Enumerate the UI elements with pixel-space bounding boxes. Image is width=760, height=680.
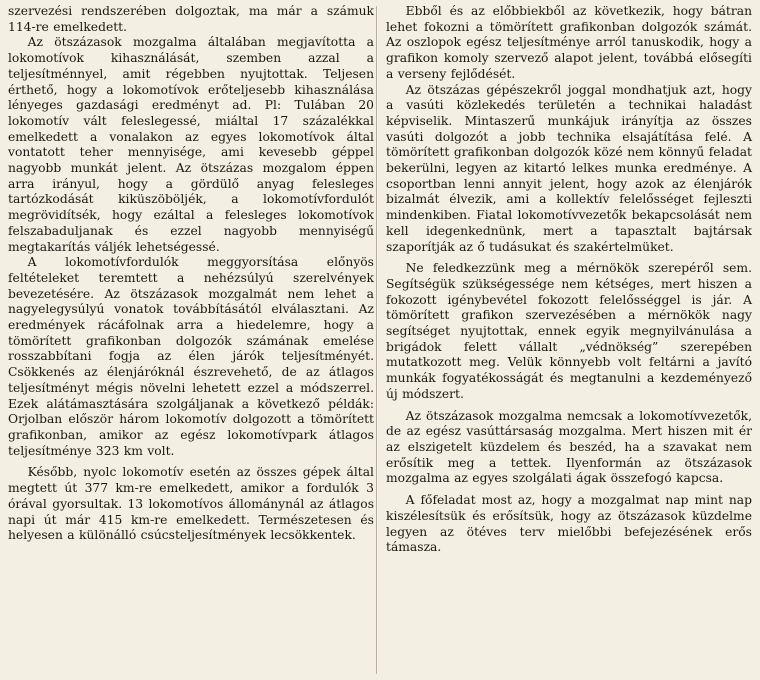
- paragraph: Az ötszázas gépészekről joggal mondhatjuk azt, hogy a vasúti közlekedés területén a technikai haladást képviselik. Mintaszerű munkájuk irányítja az összes vasúti dolgozót a jobb technika elsajátítása felé. A tömörített grafikonban dolgozók közé nem könnyű feladat bekerülni, legyen az kitartó lelkes munka eredménye. A csoportban lenni annyit jelent, hogy azok az élenjárók bizalmát élvezik, ami a kollektív felelősséget fejleszti mindenkiben. Fiatal lokomotívvezetők bekapcsolását nem kell idegenkednünk, mert a tapasztalt bajtársak szaporítják az ő tudásukat és szakértelmüket.: [386, 82, 752, 254]
- right-column: [386, 4, 752, 680]
- paragraph: Az ötszázasok mozgalma általában megjavította a lokomotívok kihasználását, szemben azzal a teljesítménnyel, amit régebben nyujtottak. Teljesen érthető, hogy a lokomotívok erőteljesebb kihasználása lényeges gazdasági eredményt ad. Pl: Tulában 20 lokomotív vált feleslegessé, miáltal 17 százalékkal emelkedett a vonalakon az egyes lokomotívok által vontatott teher mennyisége, ami kevesebb géppel nagyobb munkát jelent. Az ötszázas mozgalom éppen arra irányul, hogy a gördülő anyag felesleges tartózkodását kiküszöböljék, a lokomotívfordulót megrövidítsék, hogy ezáltal a felesleges lokomotívok felszabaduljanak és ezzel nagyobb mennyiségű megtakarítás váljék lehetségessé.: [8, 35, 374, 254]
- paragraph: A lokomotívfordulók meggyorsítása előnyös feltételeket teremtett a nehézsúlyú szerelvények bevezetésére. Az ötszázasok mozgalmát nem lehet a nagyelegysúlyú vonatok továbbításától elválasztani. Az eredmények rácáfolnak arra a hiedelemre, hogy a tömörített grafikonban dolgozók számának emelése rosszabbítani fogja az élen járók teljesítményét. Csökkenés az élenjáróknál észrevehető, de az átlagos teljesítményt mégis növelni lehetett ezzel a módszerrel. Ezek alátámasztására szolgáljanak a következő példák: Orjolban először három lokomotív dolgozott a tömörített grafikonban, amikor az egész lokomotívpark átlagos teljesítménye 323 km volt.: [8, 255, 374, 458]
- paragraph: Később, nyolc lokomotív esetén az összes gépek által megtett út 377 km-re emelkedett, amikor a fordulók 3 órával gyorsultak. 13 lokomotívos állománynál az átlagos napi út már 415 km-re emelkedett. Természetesen és helyesen a különálló csúcsteljesítmények lecsökkentek.: [8, 465, 374, 543]
- paragraph: Ne feledkezzünk meg a mérnökök szerepéről sem. Segítségük szükségessége nem kétséges, mert hiszen a fokozott igénybevétel fokozott felelősséggel is jár. A tömörített grafikon szervezésében a mérnökök nagy segítséget nyujtottak, ennek egyik megnyilvánulása a brigádok felett vállalt „védnökség” szerepében mutatkozott meg. Velük könnyebb volt feltárni a javító munkák fogyatékosságát és megtanulni a kezdeményező új módszert.: [386, 261, 752, 401]
- paragraph: Ebből és az előbbiekből az következik, hogy bátran lehet fokozni a tömörített grafikonban dolgozók számát. Az oszlopok egész teljesítménye arról tanuskodik, hogy a grafikon komoly szervező alapot jelent, továbbá elősegíti a verseny fejlődését.: [386, 4, 752, 81]
- column-divider: [376, 6, 377, 674]
- paragraph: A főfeladat most az, hogy a mozgalmat nap mint nap kiszélesítsük és erősítsük, hogy az ötszázasok küzdelme legyen az ötéves terv mielőbbi befejezésének erős támasza.: [386, 493, 752, 555]
- paragraph: szervezési rendszerében dolgoztak, ma már a számuk 114-re emelkedett.: [8, 4, 374, 34]
- paragraph: Az ötszázasok mozgalma nemcsak a lokomotívvezetők, de az egész vasúttársaság mozgalma. Mert hiszen mit ér az elszigetelt küzdelem és beszéd, ha a szavakat nem erősítik meg a tettek. Ilyenformán az ötszázasok mozgalma az egyes szolgálati ágak összefogó kapcsa.: [386, 408, 752, 486]
- left-column: [8, 4, 374, 680]
